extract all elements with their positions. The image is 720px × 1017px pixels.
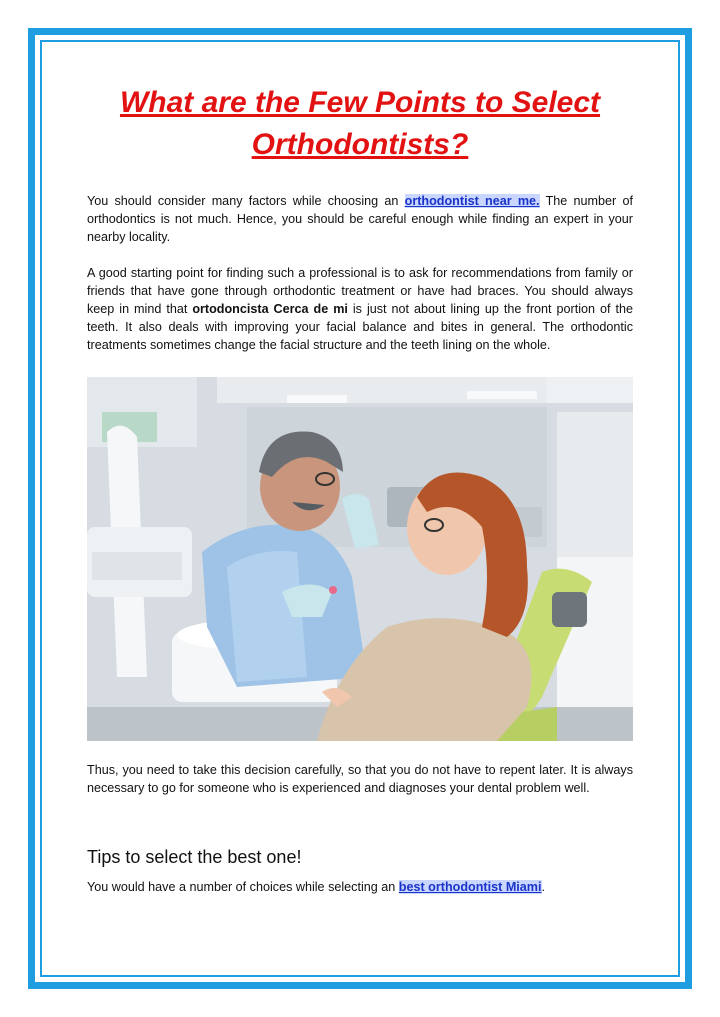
paragraph-text: You would have a number of choices while selecting an <box>87 880 399 895</box>
section-heading: Tips to select the best one! <box>87 847 302 868</box>
paragraph-text: A good starting point for finding such a professional is to ask for recommendations from family or friends that have gone through orthodontic treatment or have had braces. You should always keep in mind that <box>87 265 633 317</box>
paragraph-text: You should consider many factors while choosing an <box>87 194 405 208</box>
dental-clinic-photo <box>87 377 633 741</box>
article-title: What are the Few Points to Select Orthodontists? <box>119 86 601 161</box>
best-orthodontist-miami-link[interactable]: best orthodontist Miami <box>398 880 542 895</box>
orthodontist-near-me-link[interactable]: orthodontist near me. <box>404 194 540 208</box>
paragraph-text: . <box>541 880 546 895</box>
paragraph-recommendations <box>87 264 633 355</box>
paragraph-text: is just not about lining up the front portion of the teeth. It also deals with improving your facial balance and bites in general. The orthodontic treatments sometimes change the facial structure and the teeth lining on the whole. <box>87 302 633 353</box>
paragraph-text: The number of orthodontics is not much. Hence, you should be careful enough while finding an expert in your nearby locality. <box>87 194 633 245</box>
paragraph-intro <box>87 192 633 247</box>
bold-keyword: ortodoncista Cerca de mi <box>192 302 348 317</box>
paragraph-choices <box>87 878 633 896</box>
photo-illustration <box>87 377 633 741</box>
article <box>87 82 633 896</box>
paragraph-decision: Thus, you need to take this decision carefully, so that you do not have to repent later. It is always necessary to go for someone who is experienced and diagnoses your dental problem well. <box>87 762 633 795</box>
